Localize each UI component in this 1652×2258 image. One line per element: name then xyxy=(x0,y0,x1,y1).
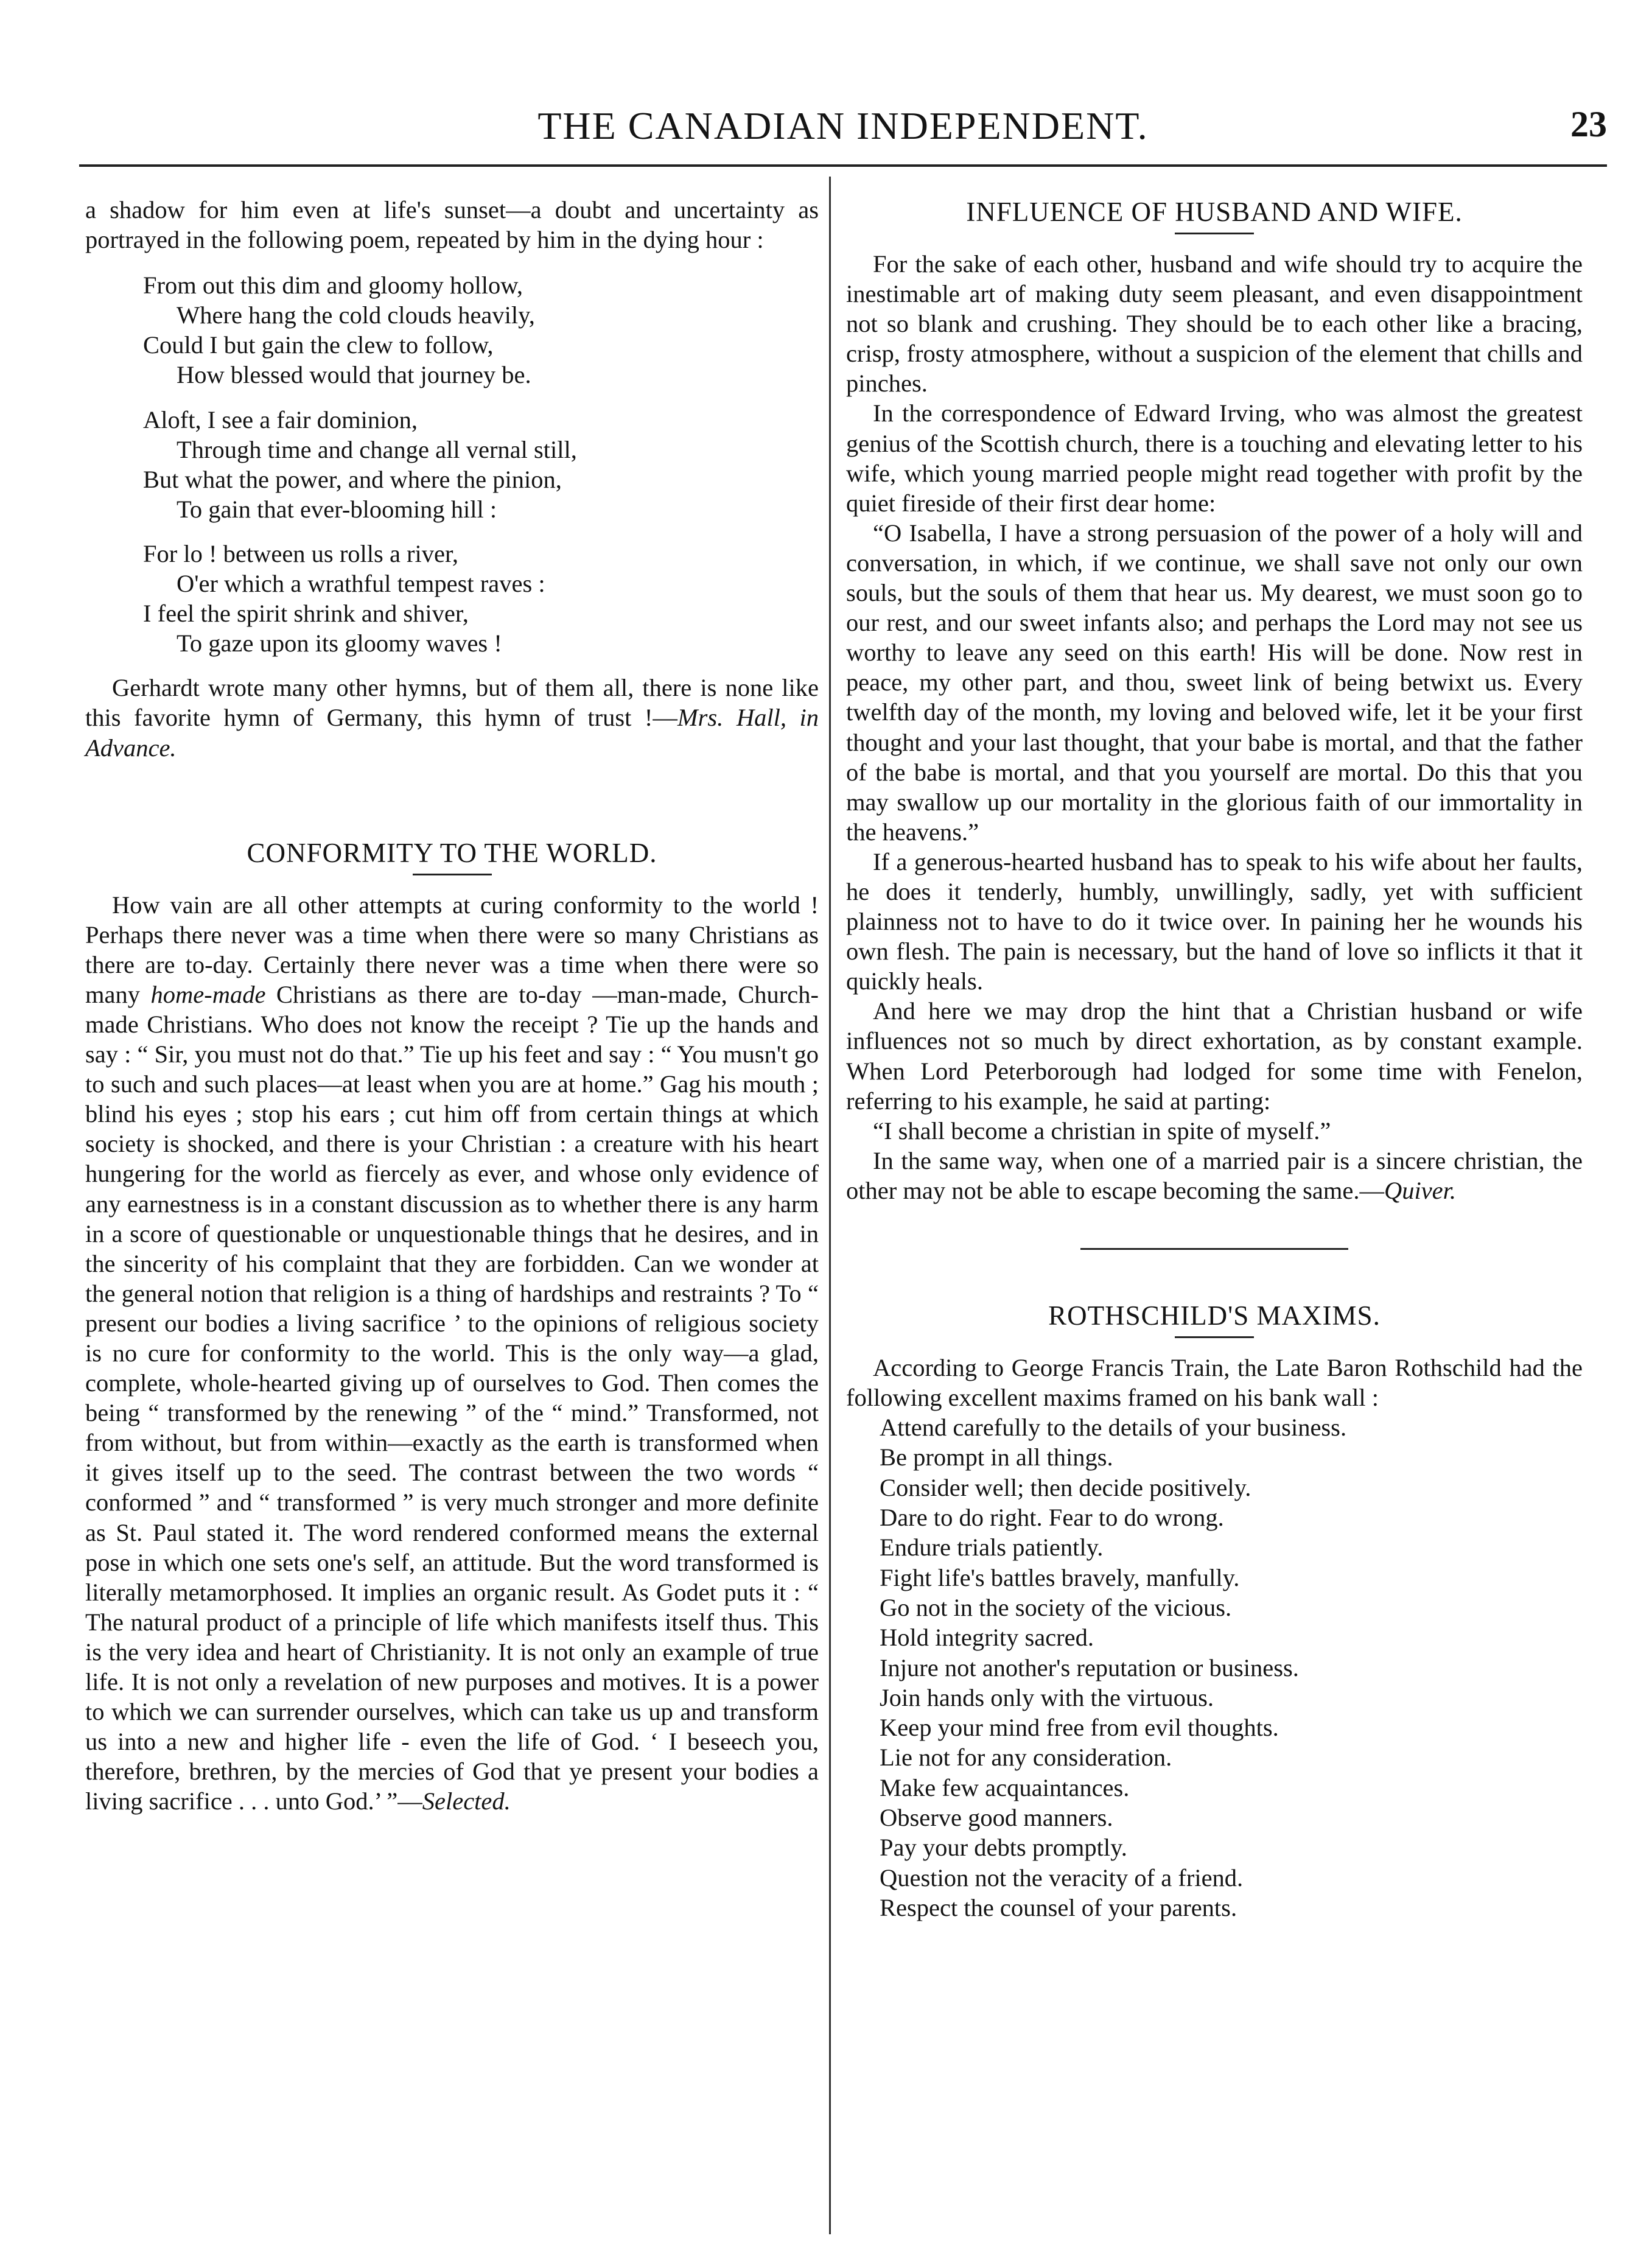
husband-wife-paragraph: “O Isabella, I have a strong persuasion of the power of a holy will and conversation, in which, if we continue, we shall save not only our own souls, but the souls of them that hear us. My dearest, we must soon go to our rest, and our sweet infants also; and perhaps the Lord may not see us worthy to leave any seed on this earth! His will be done. Now rest in peace, my other part, and thou, sweet link of being betwixt us. Every twelfth day of the month, my loving and beloved wife, let it be your first thought and your last thought, that your babe is mortal, and that the father of the babe is mortal, and that you yourself are mortal. Do this that you may swallow up our mortality in the glorious faith of our immortality in the heavens.” xyxy=(846,519,1583,846)
maxim-item: Injure not another's reputation or business. xyxy=(880,1653,1299,1681)
conformity-body xyxy=(85,890,819,1817)
header-rule xyxy=(79,164,1607,167)
rothschild-heading: ROTHSCHILD'S MAXIMS. xyxy=(1048,1300,1381,1331)
maxim-item: Attend carefully to the details of your business. xyxy=(880,1414,1347,1442)
husband-wife-paragraph: If a generous-hearted husband has to speak to his wife about her faults, he does it tenderly, humbly, unwillingly, sadly, yet with sufficient plainness not to have to do it twice over. In paining her he wounds his own flesh. The pain is necessary, but the hand of love so inflicts it that it quickly heals. xyxy=(846,847,1583,995)
poem-line: Through time and change all vernal still, xyxy=(177,435,577,463)
poem-line: Where hang the cold clouds heavily, xyxy=(177,301,535,329)
poem-line: To gain that ever-blooming hill : xyxy=(177,495,497,523)
poem-line: But what the power, and where the pinion, xyxy=(143,465,562,493)
husband-wife-text: In the same way, when one of a married pair is a sincere christian, the other may not be able to escape becoming the same.— xyxy=(846,1146,1583,1204)
maxim-item: Respect the counsel of your parents. xyxy=(880,1893,1237,1921)
husband-wife-paragraph xyxy=(846,1146,1583,1205)
maxim-item: Question not the veracity of a friend. xyxy=(880,1864,1244,1892)
husband-wife-paragraph: For the sake of each other, husband and wife should try to acquire the inestimable art of making duty seem pleasant, and even disappointment not so blank and crushing. They should be to each other like a bracing, crisp, frosty atmosphere, without a suspicion of the element that chills and pinches. xyxy=(846,250,1583,398)
conformity-emphasis: home-made xyxy=(150,980,266,1008)
poem-line: Aloft, I see a fair dominion, xyxy=(143,405,418,433)
poem-line: O'er which a wrathful tempest raves : xyxy=(177,570,545,598)
maxim-item: Make few acquaintances. xyxy=(880,1773,1130,1801)
husband-wife-attribution: Quiver. xyxy=(1384,1176,1457,1204)
maxim-item: Hold integrity sacred. xyxy=(880,1624,1094,1652)
husband-wife-paragraph: “I shall become a christian in spite of myself.” xyxy=(873,1117,1331,1145)
maxim-item: Be prompt in all things. xyxy=(880,1443,1113,1471)
maxim-item: Lie not for any consideration. xyxy=(880,1744,1172,1772)
poem-line: To gaze upon its gloomy waves ! xyxy=(177,629,502,657)
column-divider xyxy=(829,177,831,2234)
poem-line: How blessed would that journey be. xyxy=(177,361,531,389)
husband-wife-paragraph: In the correspondence of Edward Irving, who was almost the greatest genius of the Scottish church, there is a touching and elevating letter to his wife, which young married people might read together with profit by the quiet fireside of their first dear home: xyxy=(846,399,1583,517)
page-number: 23 xyxy=(1570,104,1607,144)
heading-rule xyxy=(413,874,492,875)
maxim-item: Fight life's battles bravely, manfully. xyxy=(880,1563,1240,1591)
maxim-item: Observe good manners. xyxy=(880,1804,1113,1832)
heading-rule xyxy=(1175,1336,1254,1338)
right-column xyxy=(846,195,1583,1923)
section-rule xyxy=(1080,1248,1348,1250)
publication-title: THE CANADIAN INDEPENDENT. xyxy=(537,104,1149,147)
maxim-item: Pay your debts promptly. xyxy=(880,1834,1127,1862)
poem xyxy=(85,270,819,658)
maxim-item: Endure trials patiently. xyxy=(880,1534,1104,1562)
gerhardt-closing xyxy=(85,673,819,762)
maxim-item: Go not in the society of the vicious. xyxy=(880,1593,1232,1621)
poem-line: From out this dim and gloomy hollow, xyxy=(143,272,523,300)
poem-stanza xyxy=(85,539,819,658)
maxim-item: Join hands only with the virtuous. xyxy=(880,1683,1214,1711)
closing-attribution: Mrs. Hall, in Advance. xyxy=(85,704,819,762)
left-column xyxy=(85,195,819,1817)
husband-wife-paragraph: And here we may drop the hint that a Christian husband or wife influences not so much by direct exhortation, as by constant example. When Lord Peterborough had lodged for some time with Fenelon, referring to his example, he said at parting: xyxy=(846,997,1583,1115)
gerhardt-intro: a shadow for him even at life's sunset—a doubt and uncertainty as portrayed in the following poem, repeated by him in the dying hour : xyxy=(85,196,819,254)
maxim-item: Consider well; then decide positively. xyxy=(880,1473,1251,1501)
poem-line: Could I but gain the clew to follow, xyxy=(143,331,494,359)
page-header xyxy=(79,103,1607,146)
poem-stanza xyxy=(85,270,819,390)
maxims-list xyxy=(846,1412,1583,1923)
conformity-heading: CONFORMITY TO THE WORLD. xyxy=(247,837,657,868)
maxim-item: Keep your mind free from evil thoughts. xyxy=(880,1714,1279,1742)
maxim-item: Dare to do right. Fear to do wrong. xyxy=(880,1504,1224,1532)
husband-wife-heading: INFLUENCE OF HUSBAND AND WIFE. xyxy=(966,197,1463,227)
conformity-attribution: Selected. xyxy=(422,1787,511,1815)
conformity-text: Christians as there are to-day —man-made, Church-made Christians. Who does not know the receipt ? Tie up the hands and say : “ Sir, you must not do that.” Tie up his feet and say : “ You musn't go to such and such places—at least when you are at home.” Gag his mouth ; blind his eyes ; stop his ears ; cut him off from certain things at which society is shocked, and there is your Christian : a creature with his heart hungering for the world as fiercely as ever, and whose only evidence of any earnestness is in a constant discussion as to whether there is any harm in a score of questionable or unquestionable things that he desires, and in the sincerity of his complaint that they are forbidden. Can we wonder at the general notion that religion is a thing of hardships and restraints ? To “ present our bodies a living sacrifice ’ to the opinions of religious society is no cure for conformity to the world. This is the only way—a glad, complete, whole-hearted giving up of ourselves to God. Then comes the being “ transformed by the renewing ” of the “ mind.” Transformed, not from without, but from within—exactly as the earth is transformed when it gives itself up to the seed. The contrast between the two words “ conformed ” and “ transformed ” is very much stronger and more definite as St. Paul stated it. The word rendered conformed means the external pose in which one sets one's self, an attitude. But the word transformed is literally metamorphosed. It implies an organic result. As Godet puts it : “ The natural product of a principle of life which manifests itself thus. This is the very idea and heart of Christianity. It is not only an example of true life. It is not only a revelation of new purposes and motives. It is a power to which we can surrender ourselves, which can take us up and transform us into a new and higher life - even the life of God. ‘ I beseech you, therefore, brethren, by the mercies of God that ye present your bodies a living sacrifice . . . unto God.’ ”— xyxy=(85,980,819,1815)
rothschild-intro: According to George Francis Train, the Late Baron Rothschild had the following excellent maxims framed on his bank wall : xyxy=(846,1354,1583,1412)
poem-line: I feel the spirit shrink and shiver, xyxy=(143,600,469,628)
poem-stanza xyxy=(85,405,819,524)
conformity-text: How vain are all other attempts at curing conformity to the world ! Perhaps there never was a time when there were so many Christians as there are to-day. Certainly there never was a time when there were so many xyxy=(85,891,819,1008)
poem-line: For lo ! between us rolls a river, xyxy=(143,539,458,567)
closing-text: Gerhardt wrote many other hymns, but of them all, there is none like this favorite hymn of Germany, this hymn of trust !— xyxy=(85,674,819,732)
heading-rule xyxy=(1175,233,1254,234)
